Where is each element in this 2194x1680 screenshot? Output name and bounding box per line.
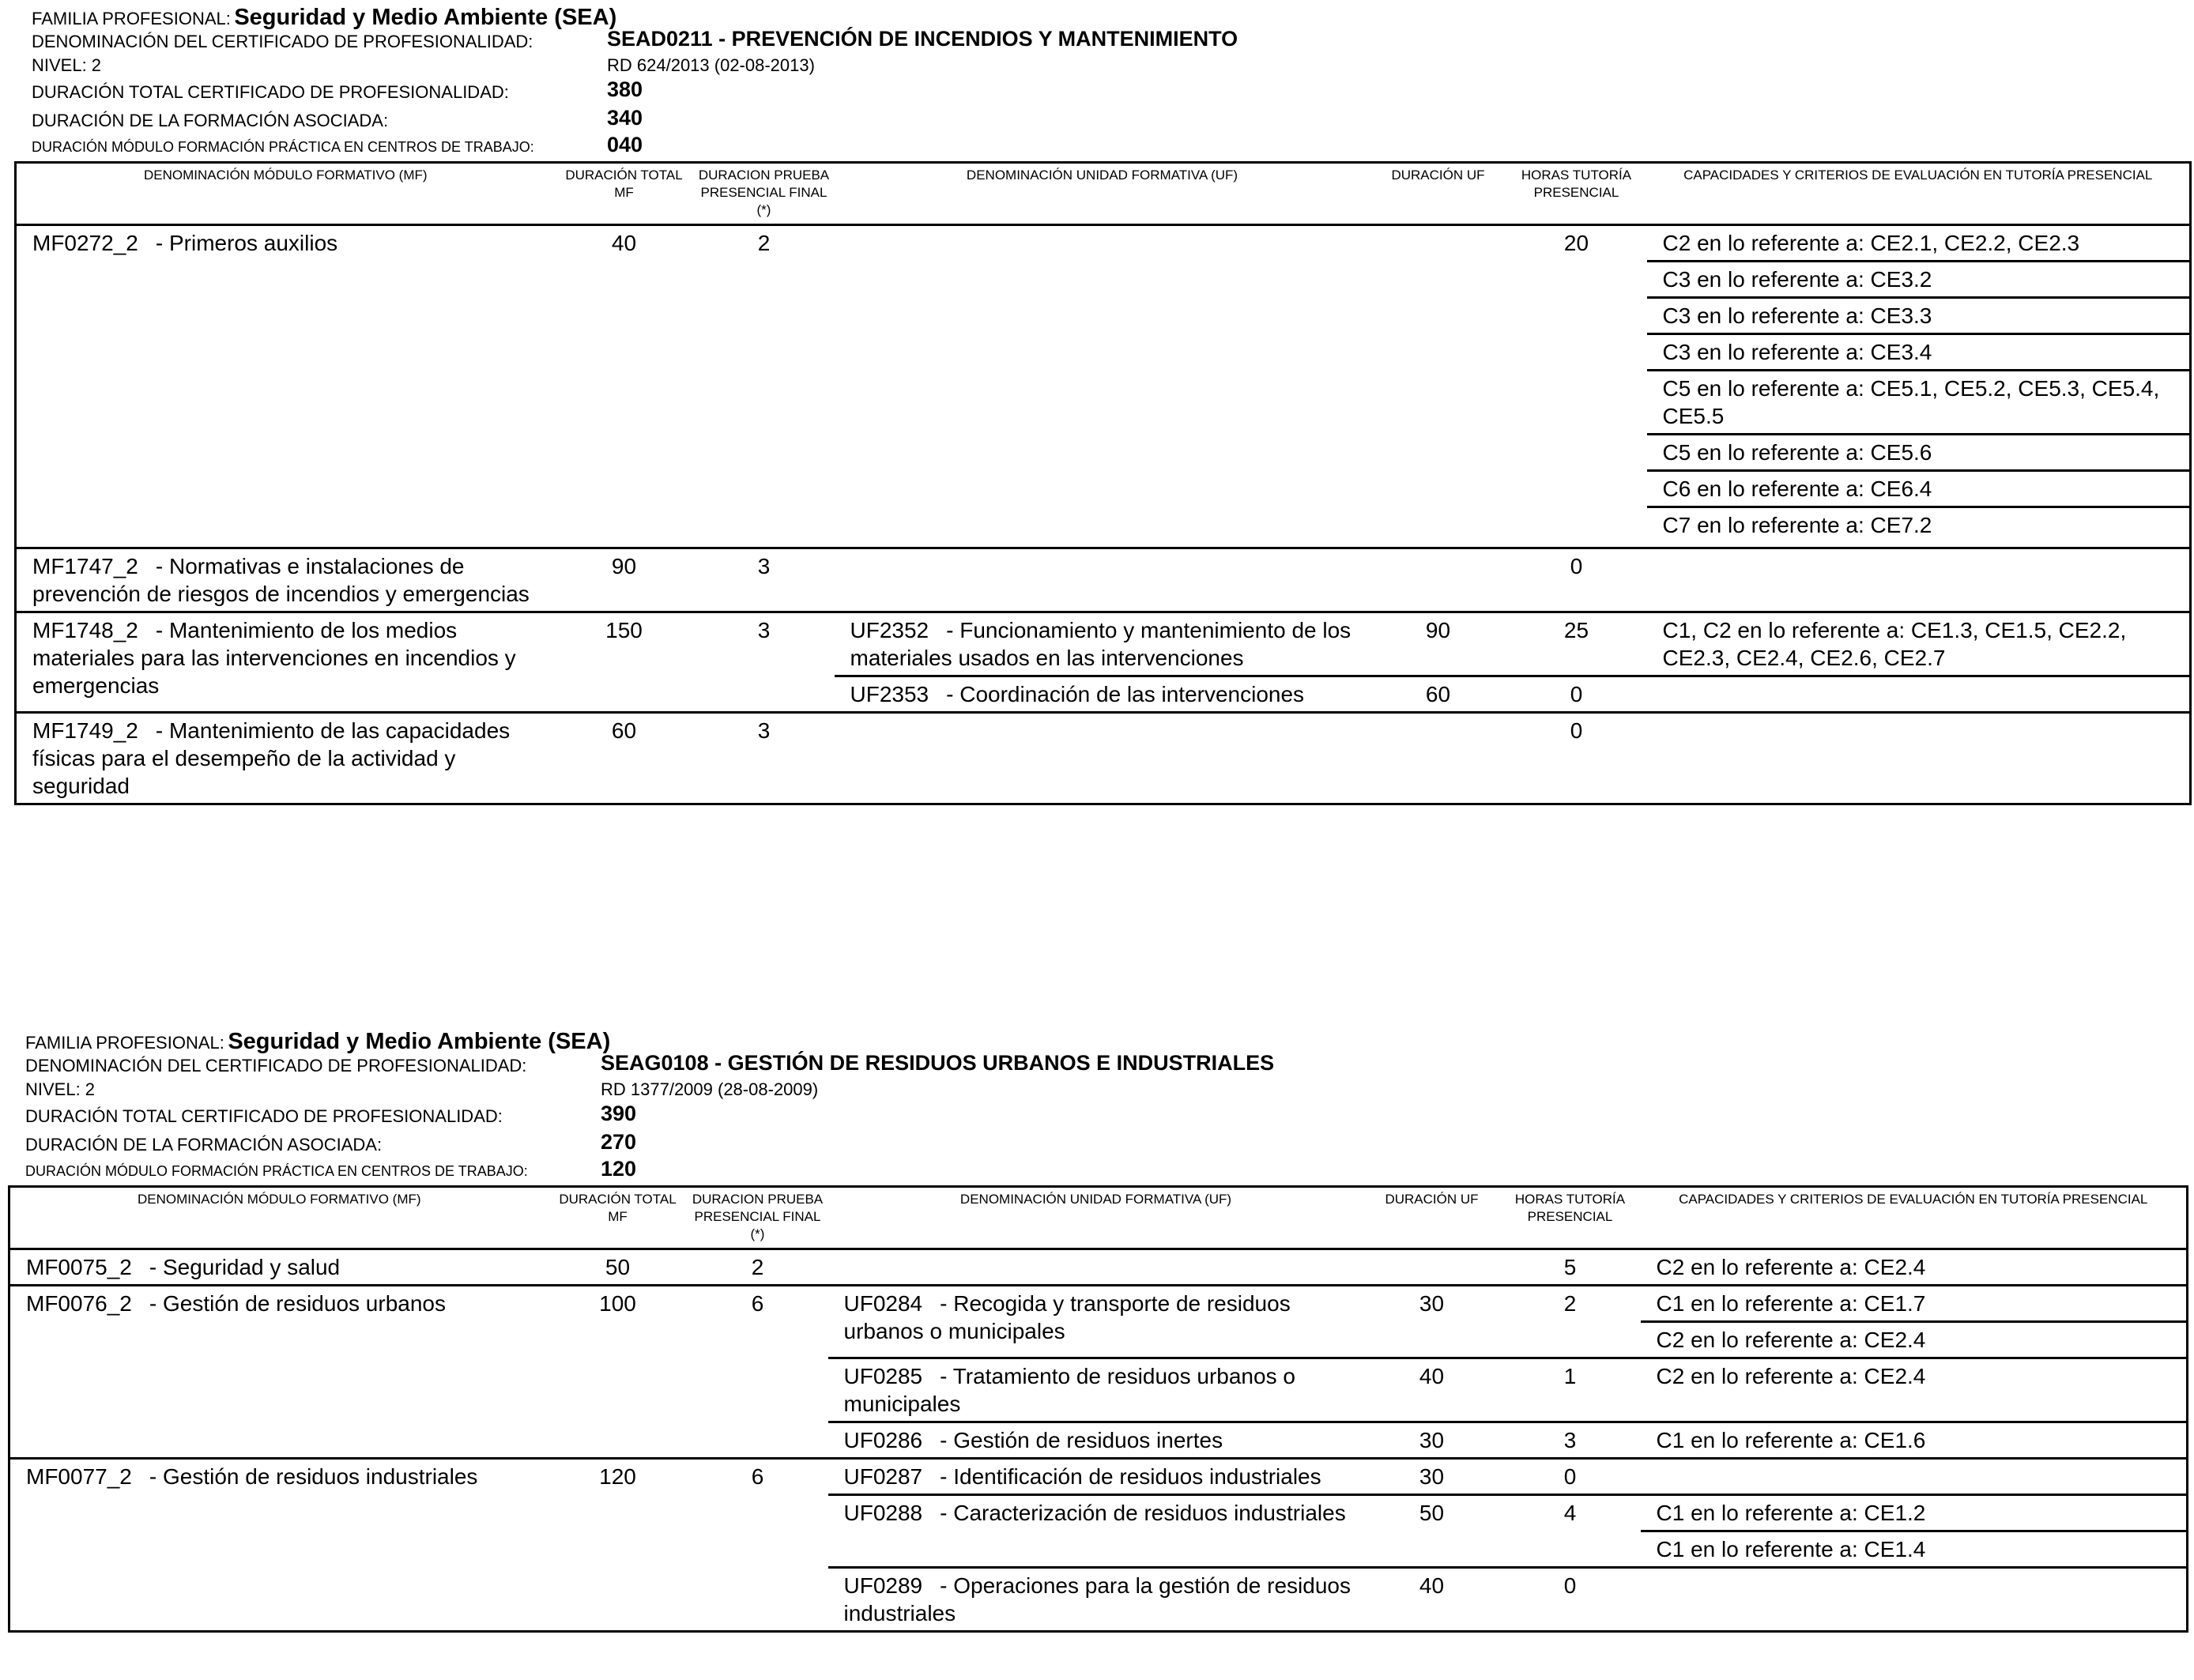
capacidad-cell: C1 en lo referente a: CE1.2 [1641,1495,2188,1531]
familia-row [25,1029,610,1055]
dur-uf-cell: 30 [1364,1422,1500,1459]
dur-mf-cell: 120 [548,1459,688,1632]
nivel-row [32,55,815,76]
familia-row [32,5,616,31]
mf-cell [16,225,555,548]
horas-cell: 0 [1500,1459,1641,1495]
table-header-row [16,163,2191,225]
dur-mf-cell: 50 [548,1249,688,1286]
dur-uf-cell [1370,713,1506,804]
prueba-cell: 3 [694,548,835,612]
mf-name: - Mantenimiento de las capacidades físicas para el desempeño de la actividad y seguridad [32,718,511,798]
horas-cell: 0 [1500,1568,1641,1632]
col-header-mf: DENOMINACIÓN MÓDULO FORMATIVO (MF) [9,1187,548,1249]
uf-cell [828,1249,1364,1286]
uf-cell [835,713,1370,804]
capacidad-cell: C1 en lo referente a: CE1.7 [1641,1286,2188,1322]
col-header-mf: DENOMINACIÓN MÓDULO FORMATIVO (MF) [16,163,555,225]
uf-name: - Coordinación de las intervenciones [946,682,1305,706]
uf-code: UF0288 [843,1501,923,1525]
royal-decree: RD 624/2013 (02-08-2013) [607,55,815,75]
horas-cell: 25 [1506,612,1647,676]
col-header-dur-uf: DURACIÓN UF [1370,163,1506,225]
dur-total-value: 380 [607,77,643,101]
uf-cell [835,548,1370,612]
dur-practica-value: 040 [607,133,643,156]
prueba-cell: 3 [694,612,835,713]
dur-uf-cell: 60 [1370,676,1506,713]
certificate-block [8,1029,2189,1633]
capacidad-cell: C7 en lo referente a: CE7.2 [1647,507,2191,548]
col-header-uf: DENOMINACIÓN UNIDAD FORMATIVA (UF) [828,1187,1364,1249]
dur-uf-cell: 40 [1364,1358,1500,1422]
col-header-capacidades: CAPACIDADES Y CRITERIOS DE EVALUACIÓN EN TUTORÍA PRESENCIAL [1641,1187,2188,1249]
uf-cell [828,1495,1364,1568]
dur-mf-cell: 40 [555,225,694,548]
capacidad-cell: C2 en lo referente a: CE2.1, CE2.2, CE2.3 [1647,225,2191,262]
dur-practica-row [25,1157,637,1181]
dur-uf-cell: 50 [1364,1495,1500,1568]
capacidad-cell: C2 en lo referente a: CE2.4 [1641,1358,2188,1422]
col-header-dur-mf: DURACIÓN TOTAL MF [555,163,694,225]
prueba-cell: 2 [688,1249,828,1286]
certificate-header [14,5,2189,161]
uf-cell [828,1459,1364,1495]
capacidad-cell: C6 en lo referente a: CE6.4 [1647,471,2191,507]
uf-cell [828,1358,1364,1422]
dur-formacion-value: 340 [607,106,643,130]
mf-name: - Mantenimiento de los medios materiales para las intervenciones en incendios y emergencias [32,618,516,698]
uf-code: UF0286 [843,1428,923,1452]
mf-cell [16,612,555,713]
capacidad-cell [1647,548,2191,612]
capacidad-cell: C3 en lo referente a: CE3.4 [1647,334,2191,371]
table-row [9,1249,2188,1286]
dur-formacion-value: 270 [601,1130,637,1154]
training-plan-table [14,161,2192,805]
dur-total-label: DURACIÓN TOTAL CERTIFICADO DE PROFESIONALIDAD: [32,82,509,102]
uf-code: UF0287 [843,1464,923,1489]
dur-uf-cell: 30 [1364,1459,1500,1495]
nivel-label: NIVEL: 2 [25,1079,96,1099]
table-row [16,225,2191,262]
prueba-cell: 6 [688,1286,828,1459]
uf-cell [835,225,1370,548]
familia-label: FAMILIA PROFESIONAL: [32,9,231,28]
uf-name: - Identificación de residuos industriales [940,1464,1321,1489]
uf-code: UF2353 [850,682,929,706]
horas-cell: 4 [1500,1495,1641,1568]
royal-decree: RD 1377/2009 (28-08-2009) [601,1079,819,1099]
certificate-title: SEAD0211 - PREVENCIÓN DE INCENDIOS Y MANTENIMIENTO [607,27,1238,51]
mf-name: - Gestión de residuos urbanos [149,1291,446,1316]
mf-cell [9,1286,548,1459]
dur-mf-cell: 90 [555,548,694,612]
capacidad-cell: C3 en lo referente a: CE3.2 [1647,262,2191,298]
mf-cell [16,713,555,804]
uf-name: - Gestión de residuos inertes [940,1428,1223,1452]
capacidad-cell: C3 en lo referente a: CE3.3 [1647,298,2191,334]
horas-cell: 1 [1500,1358,1641,1422]
capacidad-cell: C1 en lo referente a: CE1.6 [1641,1422,2188,1459]
uf-name: - Recogida y transporte de residuos urbanos o municipales [843,1291,1291,1343]
capacidad-cell: C2 en lo referente a: CE2.4 [1641,1322,2188,1358]
capacidad-cell [1641,1568,2188,1632]
familia-name: Seguridad y Medio Ambiente (SEA) [228,1029,611,1054]
horas-cell: 2 [1500,1286,1641,1358]
mf-code: MF0075_2 [26,1255,132,1279]
dur-total-value: 390 [601,1102,637,1125]
uf-name: - Tratamiento de residuos urbanos o municipales [843,1364,1295,1416]
uf-cell [835,612,1370,676]
capacidad-cell: C2 en lo referente a: CE2.4 [1641,1249,2188,1286]
prueba-cell: 3 [694,713,835,804]
col-header-prueba: DURACION PRUEBA PRESENCIAL FINAL (*) [688,1187,828,1249]
dur-mf-cell: 60 [555,713,694,804]
dur-formacion-row [32,106,643,131]
mf-cell [9,1249,548,1286]
mf-name: - Seguridad y salud [149,1255,341,1279]
dur-uf-cell: 30 [1364,1286,1500,1358]
dur-practica-value: 120 [601,1157,637,1181]
table-row [9,1459,2188,1495]
dur-uf-cell [1364,1249,1500,1286]
dur-uf-cell [1370,225,1506,548]
table-row [16,713,2191,804]
horas-cell: 0 [1506,676,1647,713]
dur-practica-label: DURACIÓN MÓDULO FORMACIÓN PRÁCTICA EN CENTROS DE TRABAJO: [25,1163,528,1179]
mf-code: MF0272_2 [32,231,138,255]
dur-uf-cell [1370,548,1506,612]
training-plan-table [8,1185,2188,1633]
mf-code: MF0076_2 [26,1291,132,1316]
uf-code: UF2352 [850,618,929,642]
nivel-row [25,1079,819,1100]
table-header-row [9,1187,2188,1249]
mf-name: - Normativas e instalaciones de prevención de riesgos de incendios y emergencias [32,554,530,606]
col-header-horas: HORAS TUTORÍA PRESENCIAL [1506,163,1647,225]
col-header-prueba: DURACION PRUEBA PRESENCIAL FINAL (*) [694,163,835,225]
certificate-title: SEAG0108 - GESTIÓN DE RESIDUOS URBANOS E INDUSTRIALES [601,1051,1275,1075]
dur-total-row [32,77,643,103]
familia-name: Seguridad y Medio Ambiente (SEA) [234,5,617,30]
uf-cell [828,1422,1364,1459]
prueba-cell: 6 [688,1459,828,1632]
uf-code: UF0289 [843,1573,923,1598]
denominacion-label: DENOMINACIÓN DEL CERTIFICADO DE PROFESIONALIDAD: [32,32,533,51]
denominacion-row [32,27,1238,52]
table-row [9,1286,2188,1322]
table-row [16,548,2191,612]
horas-cell: 3 [1500,1422,1641,1459]
dur-practica-label: DURACIÓN MÓDULO FORMACIÓN PRÁCTICA EN CENTROS DE TRABAJO: [32,139,534,155]
mf-cell [16,548,555,612]
horas-cell: 0 [1506,713,1647,804]
uf-code: UF0284 [843,1291,923,1316]
dur-mf-cell: 150 [555,612,694,713]
capacidad-cell [1647,676,2191,713]
col-header-dur-mf: DURACIÓN TOTAL MF [548,1187,688,1249]
horas-cell: 5 [1500,1249,1641,1286]
horas-cell: 0 [1506,548,1647,612]
col-header-horas: HORAS TUTORÍA PRESENCIAL [1500,1187,1641,1249]
dur-practica-row [32,133,643,156]
denominacion-row [25,1051,1275,1076]
uf-name: - Funcionamiento y mantenimiento de los materiales usados en las intervenciones [850,618,1351,670]
familia-label: FAMILIA PROFESIONAL: [25,1033,224,1053]
dur-formacion-row [25,1130,637,1155]
dur-mf-cell: 100 [548,1286,688,1459]
denominacion-label: DENOMINACIÓN DEL CERTIFICADO DE PROFESIONALIDAD: [25,1056,527,1075]
table-row [16,612,2191,676]
dur-uf-cell: 90 [1370,612,1506,676]
mf-name: - Gestión de residuos industriales [149,1464,478,1489]
uf-cell [828,1568,1364,1632]
col-header-capacidades: CAPACIDADES Y CRITERIOS DE EVALUACIÓN EN TUTORÍA PRESENCIAL [1647,163,2191,225]
capacidad-cell: C5 en lo referente a: CE5.6 [1647,435,2191,471]
uf-name: - Operaciones para la gestión de residuos industriales [843,1573,1351,1625]
certificate-block [14,5,2189,805]
dur-formacion-label: DURACIÓN DE LA FORMACIÓN ASOCIADA: [25,1135,383,1155]
capacidad-cell [1647,713,2191,804]
mf-code: MF1749_2 [32,718,138,743]
mf-code: MF1747_2 [32,554,138,578]
horas-cell: 20 [1506,225,1647,548]
dur-formacion-label: DURACIÓN DE LA FORMACIÓN ASOCIADA: [32,111,389,130]
certificate-header [8,1029,2189,1185]
dur-total-label: DURACIÓN TOTAL CERTIFICADO DE PROFESIONALIDAD: [25,1106,503,1126]
dur-uf-cell: 40 [1364,1568,1500,1632]
uf-cell [835,676,1370,713]
mf-name: - Primeros auxilios [155,231,338,255]
mf-code: MF1748_2 [32,618,138,642]
uf-cell [828,1286,1364,1358]
uf-name: - Caracterización de residuos industriales [940,1501,1346,1525]
capacidad-cell [1641,1459,2188,1495]
col-header-uf: DENOMINACIÓN UNIDAD FORMATIVA (UF) [835,163,1370,225]
capacidad-cell: C5 en lo referente a: CE5.1, CE5.2, CE5.3, CE5.4, CE5.5 [1647,371,2191,435]
prueba-cell: 2 [694,225,835,548]
mf-cell [9,1459,548,1632]
col-header-dur-uf: DURACIÓN UF [1364,1187,1500,1249]
capacidad-cell: C1, C2 en lo referente a: CE1.3, CE1.5, CE2.2, CE2.3, CE2.4, CE2.6, CE2.7 [1647,612,2191,676]
mf-code: MF0077_2 [26,1464,132,1489]
capacidad-cell: C1 en lo referente a: CE1.4 [1641,1531,2188,1568]
nivel-label: NIVEL: 2 [32,55,102,75]
uf-code: UF0285 [843,1364,923,1388]
dur-total-row [25,1102,637,1127]
